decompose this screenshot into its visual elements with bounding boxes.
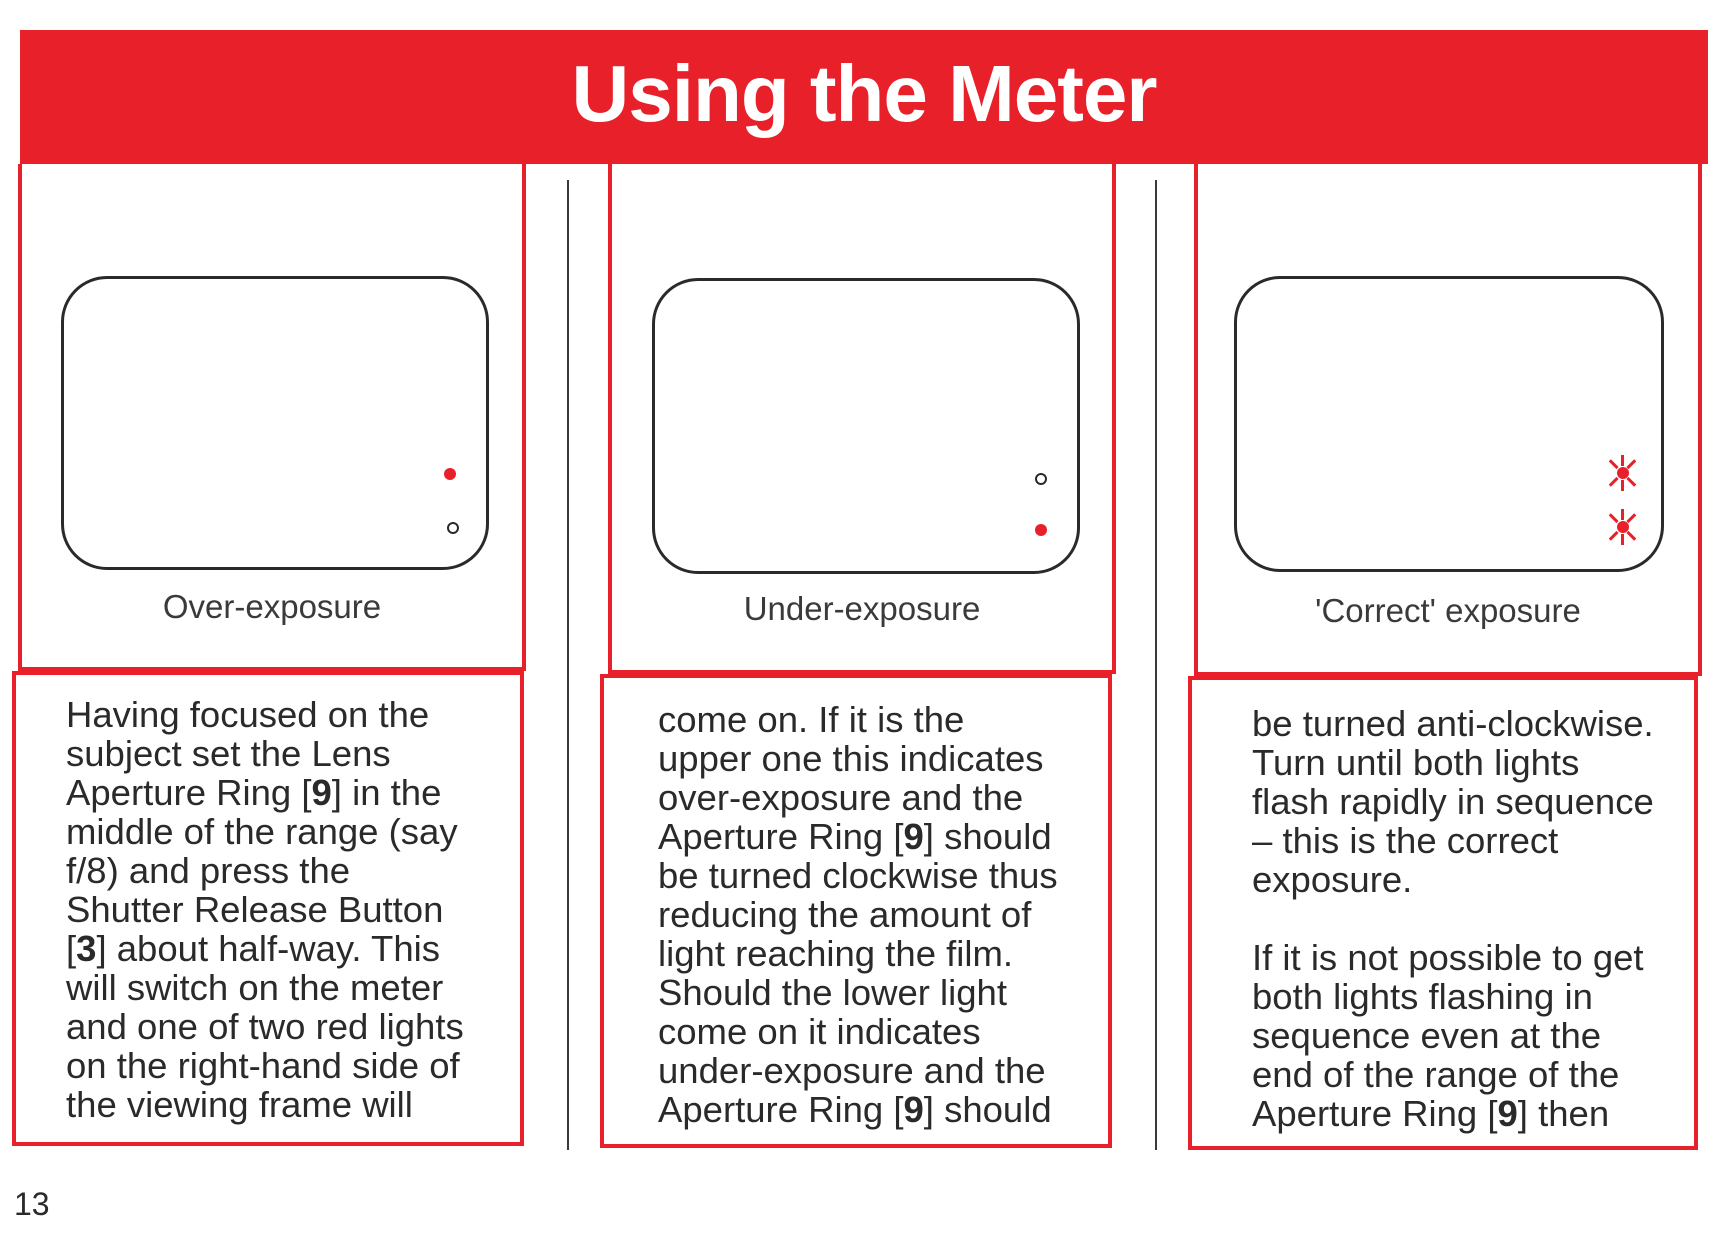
lower-flashing-light	[1603, 507, 1643, 547]
panel-1-caption: Over-exposure	[162, 588, 382, 625]
panel-3-text: be turned anti-clockwise. Turn until both lights flash rapidly in sequence – this is the correct exposure. If it is not possible to get both lights flashing in sequence even at the end of the range of the Aperture Ring [9] then	[1252, 703, 1654, 1134]
column-divider-2	[1155, 180, 1157, 1150]
viewfinder-frame-3	[1234, 276, 1664, 572]
title-banner	[20, 30, 1708, 164]
panel-1-illustration	[18, 164, 526, 671]
panel-3-caption: 'Correct' exposure	[1315, 592, 1581, 629]
panel-2-text-box	[600, 674, 1112, 1148]
page-title: Using the Meter	[571, 49, 1157, 138]
page-number: 13	[14, 1186, 50, 1222]
panel-2-illustration	[608, 164, 1116, 674]
panel-3-text-box	[1188, 676, 1698, 1150]
upper-light-indicator	[1035, 473, 1047, 485]
panel-1-text-box	[12, 671, 524, 1146]
panel-3-illustration	[1194, 164, 1702, 676]
panel-2-text: come on. If it is the upper one this indicates over-exposure and the Aperture Ring [9] should be turned clockwise thus reducing the amount of light reaching the film. Should the lower light come on it indicates under-exposure and the Aperture Ring [9] should	[658, 699, 1058, 1130]
panel-2-caption: Under-exposure	[743, 590, 981, 627]
viewfinder-frame-1	[61, 276, 489, 570]
lower-light-indicator	[447, 522, 459, 534]
panel-1-text: Having focused on the subject set the Lens Aperture Ring [9] in the middle of the range (say f/8) and press the Shutter Release Button [3] about half-way. This will switch on the meter and one of two red lights on the right-hand side of the viewing frame will	[66, 694, 464, 1125]
upper-flashing-light	[1603, 453, 1643, 493]
lower-light-indicator	[1035, 524, 1047, 536]
column-divider-1	[567, 180, 569, 1150]
viewfinder-frame-2	[652, 278, 1080, 574]
upper-light-indicator	[444, 468, 456, 480]
